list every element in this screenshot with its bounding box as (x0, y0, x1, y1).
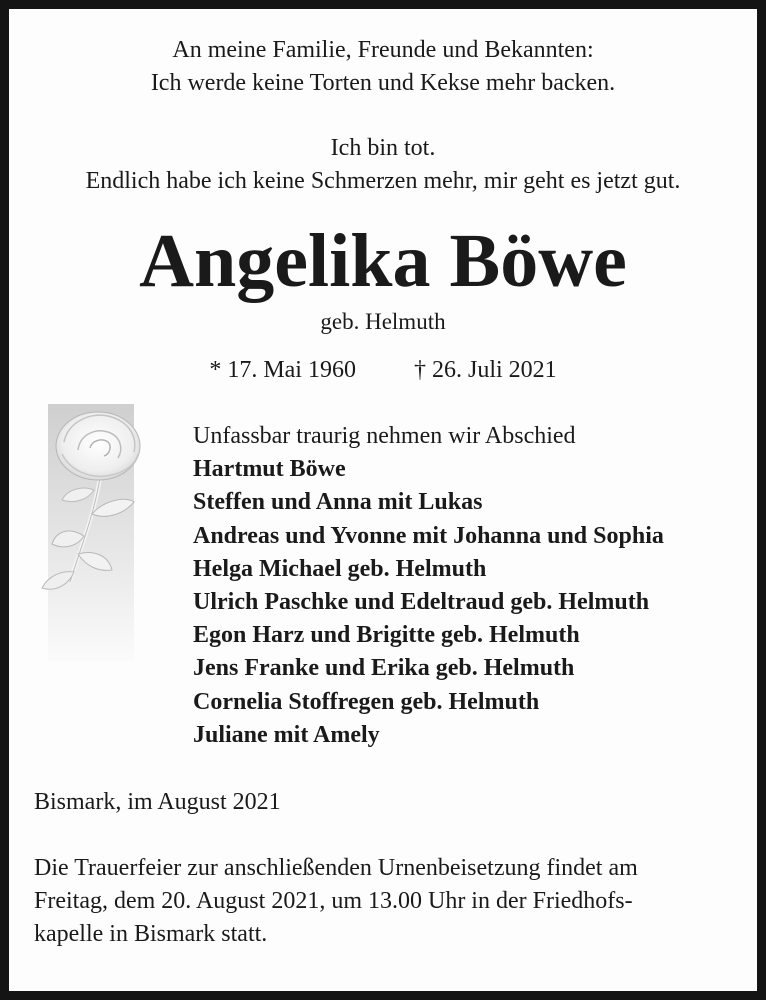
mourner-name: Ulrich Paschke und Edeltraud geb. Helmuth (193, 589, 650, 616)
life-dates (9, 354, 757, 386)
rose-icon (34, 404, 156, 662)
mourner-name: Jens Franke und Erika geb. Helmuth (193, 655, 575, 682)
mourners-lead: Unfassbar traurig nehmen wir Abschied (193, 423, 576, 449)
mourner-name: Cornelia Stoffregen geb. Helmuth (193, 688, 540, 715)
mourner-name: Andreas und Yvonne mit Johanna und Sophia (193, 522, 664, 549)
deceased-name: Angelika Böwe (139, 219, 627, 303)
notice-line: Freitag, dem 20. August 2021, um 13.00 Uhr in der Friedhofs- (34, 888, 633, 914)
intro-line: Ich werde keine Torten und Kekse mehr backen. (150, 70, 616, 96)
place-and-date: Bismark, im August 2021 (34, 789, 281, 815)
intro-line: Ich bin tot. (330, 135, 436, 161)
mourner-name: Juliane mit Amely (193, 721, 380, 748)
birth-date: * 17. Mai 1960 (209, 357, 356, 383)
notice-line: kapelle in Bismark statt. (34, 921, 268, 947)
maiden-name: geb. Helmuth (320, 309, 446, 334)
mourner-name: Steffen und Anna mit Lukas (193, 489, 483, 516)
notice-line: Die Trauerfeier zur anschließenden Urnenbeisetzung findet am (34, 855, 638, 881)
intro-line: Endlich habe ich keine Schmerzen mehr, mir geht es jetzt gut. (85, 168, 681, 194)
mourner-name: Helga Michael geb. Helmuth (193, 555, 487, 582)
mourner-name: Hartmut Böwe (193, 456, 346, 483)
funeral-notice (34, 852, 739, 951)
death-date: † 26. Juli 2021 (413, 357, 557, 383)
intro-text (9, 34, 757, 198)
mourner-name: Egon Harz und Brigitte geb. Helmuth (193, 622, 580, 649)
intro-line: An meine Familie, Freunde und Bekannten: (172, 37, 594, 63)
mourners-list (193, 420, 664, 752)
